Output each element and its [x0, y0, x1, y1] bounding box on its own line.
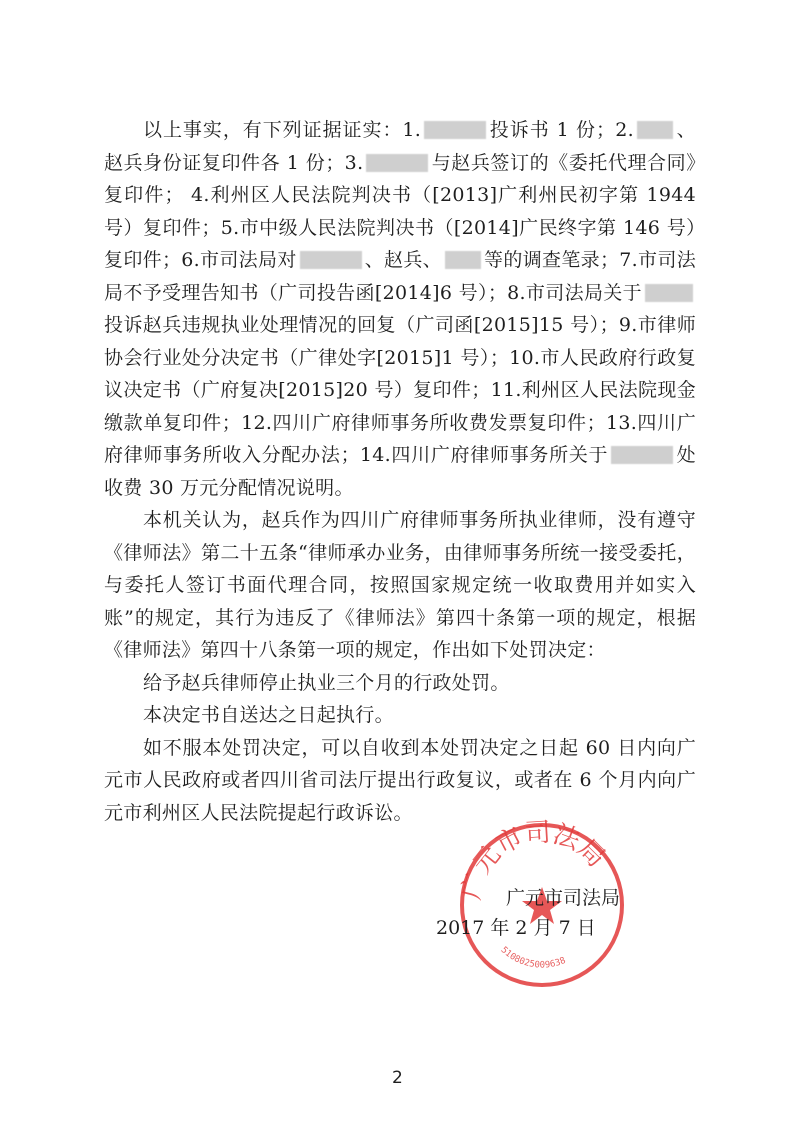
evidence-text: 投诉书 1 份；2.	[489, 119, 635, 141]
document-body	[104, 114, 696, 829]
page-number: 2	[392, 1068, 403, 1088]
evidence-text: 与赵兵签订的《委托代理合同》复印件； 4.利州区人民法院判决书（[2013]广利州民初字第 1944 号）复印件；5.市中级人民法院判决书（[2014]广民终字第 146 号）复印件；6.市司法局对	[104, 151, 696, 271]
signature-org: 广元市司法局	[505, 887, 620, 909]
seal-text: 广元市司法局	[456, 817, 611, 903]
redaction	[637, 121, 673, 139]
redaction	[445, 251, 481, 269]
evidence-paragraph	[104, 114, 696, 504]
redaction	[611, 446, 673, 464]
penalty-paragraph: 给予赵兵律师停止执业三个月的行政处罚。	[143, 671, 510, 694]
evidence-text: 投诉赵兵违规执业处理情况的回复（广司函[2015]15 号）；9.市律师协会行业处分决定书（广律处字[2015]1 号）；10.市人民政府行政复议决定书（广府复决[2015]20 号）复印件；11.利州区人民法院现金缴款单复印件；12.四川广府律师事务所收费发票复印件；13.四川广府律师事务所收入分配办法；14.四川广府律师事务所关于	[104, 314, 696, 466]
effective-paragraph: 本决定书自送达之日起执行。	[143, 704, 394, 726]
redaction	[424, 121, 486, 139]
opinion-paragraph: 本机关认为，赵兵作为四川广府律师事务所执业律师，没有遵守《律师法》第二十五条“律师承办业务，由律师事务所统一接受委托，与委托人签订书面代理合同，按照国家规定统一收取费用并如实入账”的规定，其行为违反了《律师法》第四十条第一项的规定，根据《律师法》第四十八条第一项的规定，作出如下处罚决定：	[104, 509, 696, 661]
signature-date: 2017 年 2 月 7 日	[436, 917, 596, 939]
evidence-text: 、赵兵、	[364, 249, 443, 271]
redaction	[300, 251, 362, 269]
evidence-text: 、赵兵身份证复印件各 1 份；3.	[104, 119, 696, 174]
evidence-text: 处收费 30 万元分配情况说明。	[104, 444, 696, 499]
redaction	[645, 284, 693, 302]
evidence-text: 等的调查笔录；7.市司法局不予受理告知书（广司投告函[2014]6 号）；8.市司法局关于	[104, 249, 697, 304]
appeal-paragraph: 如不服本处罚决定，可以自收到本处罚决定之日起 60 日内向广元市人民政府或者四川省司法厅提出行政复议，或者在 6 个月内向广元市利州区人民法院提起行政诉讼。	[104, 736, 696, 824]
seal-code: 5108025009638	[498, 945, 568, 971]
svg-text:5108025009638	[499, 945, 568, 970]
redaction	[366, 154, 428, 172]
evidence-text: 以上事实，有下列证据证实：1.	[143, 119, 422, 141]
